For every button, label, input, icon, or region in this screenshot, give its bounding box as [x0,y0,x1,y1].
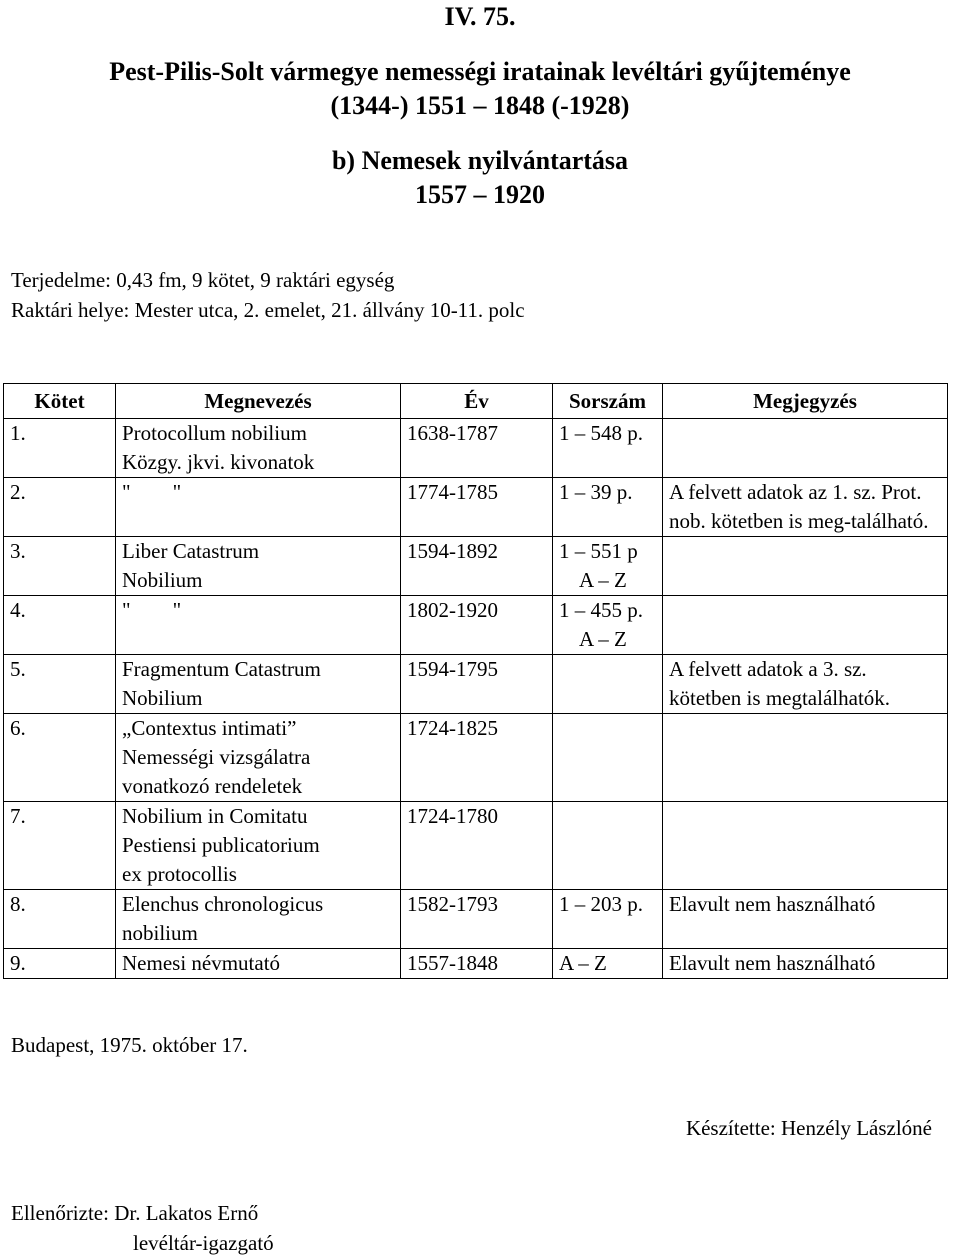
table-row [4,537,948,596]
table-row [4,802,948,890]
cell-name-line: Nemességi vizsgálatra [122,745,311,769]
cell-name-line: Pestiensi publicatorium [122,833,320,857]
cell-serial [553,596,663,655]
cell-serial-line: 1 – 455 p. [559,598,643,622]
page-title: Pest-Pilis-Solt vármegye nemességi iratainak levéltári gyűjteménye [109,57,851,86]
cell-volume: 3. [4,537,116,596]
cell-name-line: " " [122,598,182,622]
cell-year: 1724-1825 [401,714,553,802]
cell-serial [553,890,663,949]
cell-name [116,802,401,890]
header-name: Megnevezés [116,384,401,419]
cell-year: 1802-1920 [401,596,553,655]
cell-name-line: Liber Catastrum [122,539,260,563]
table-row [4,890,948,949]
cell-name-line: Nobilium [122,686,203,710]
cell-note: A felvett adatok a 3. sz. kötetben is megtalálhatók. [663,655,948,714]
cell-name [116,478,401,537]
cell-volume: 2. [4,478,116,537]
cell-name-line: nobilium [122,921,198,945]
cell-name-line: ex protocollis [122,862,237,886]
cell-year: 1557-1848 [401,949,553,979]
cell-serial-line: 1 – 551 p [559,539,638,563]
prepared-by: Készítette: Henzély Lászlóné [685,1116,932,1140]
cell-name [116,714,401,802]
cell-name-line: Közgy. jkvi. kivonatok [122,450,315,474]
cell-serial [553,714,663,802]
inventory-table [3,383,948,979]
cell-volume: 9. [4,949,116,979]
cell-year: 1724-1780 [401,802,553,890]
cell-serial [553,537,663,596]
table-row [4,419,948,478]
cell-name [116,537,401,596]
cell-serial [553,419,663,478]
checked-by-title: levéltár-igazgató [133,1231,274,1255]
cell-volume: 5. [4,655,116,714]
table-row [4,596,948,655]
header-note: Megjegyzés [663,384,948,419]
table-header-row [4,384,948,419]
cell-note [663,537,948,596]
cell-note [663,802,948,890]
cell-serial-line: A – Z [559,951,607,975]
extent-line: Terjedelme: 0,43 fm, 9 kötet, 9 raktári egység [11,268,395,292]
cell-name [116,596,401,655]
table-row [4,714,948,802]
place-date: Budapest, 1975. október 17. [11,1033,248,1057]
cell-note: A felvett adatok az 1. sz. Prot. nob. kötetben is meg-található. [663,478,948,537]
cell-serial-line: 1 – 203 p. [559,892,643,916]
cell-name [116,890,401,949]
cell-serial-line: 1 – 548 p. [559,421,643,445]
cell-note: Elavult nem használható [663,949,948,979]
cell-serial [553,655,663,714]
cell-name-line: Nobilium [122,568,203,592]
header-year: Év [401,384,553,419]
cell-note [663,596,948,655]
table-row [4,478,948,537]
cell-year: 1638-1787 [401,419,553,478]
location-line: Raktári helye: Mester utca, 2. emelet, 21. állvány 10-11. polc [11,298,525,322]
fonds-code: IV. 75. [444,2,516,31]
cell-serial [553,802,663,890]
checked-by: Ellenőrizte: Dr. Lakatos Ernő [11,1201,259,1225]
cell-serial [553,478,663,537]
cell-volume: 4. [4,596,116,655]
cell-name-line: „Contextus intimati” [122,716,297,740]
page-subtitle-dates: 1557 – 1920 [415,180,545,209]
cell-serial-line: A – Z [579,568,627,592]
table-row [4,655,948,714]
cell-note [663,714,948,802]
cell-volume: 7. [4,802,116,890]
cell-name [116,419,401,478]
header-volume: Kötet [4,384,116,419]
cell-name-line: Protocollum nobilium [122,421,307,445]
header-serial: Sorszám [553,384,663,419]
page-title-dates: (1344-) 1551 – 1848 (-1928) [330,91,630,120]
cell-note: Elavult nem használható [663,890,948,949]
cell-volume: 6. [4,714,116,802]
page-subtitle: b) Nemesek nyilvántartása [331,146,629,175]
cell-serial-line: A – Z [579,627,627,651]
cell-volume: 8. [4,890,116,949]
cell-year: 1594-1892 [401,537,553,596]
cell-serial [553,949,663,979]
cell-name-line: Fragmentum Catastrum [122,657,321,681]
cell-name-line: Nobilium in Comitatu [122,804,308,828]
cell-name-line: " " [122,480,182,504]
cell-name [116,655,401,714]
table-row [4,949,948,979]
cell-year: 1774-1785 [401,478,553,537]
cell-name-line: Nemesi névmutató [122,951,281,975]
cell-name-line: Elenchus chronologicus [122,892,324,916]
cell-name [116,949,401,979]
cell-serial-line: 1 – 39 p. [559,480,633,504]
cell-note [663,419,948,478]
cell-name-line: vonatkozó rendeletek [122,774,303,798]
cell-year: 1582-1793 [401,890,553,949]
cell-year: 1594-1795 [401,655,553,714]
cell-volume: 1. [4,419,116,478]
